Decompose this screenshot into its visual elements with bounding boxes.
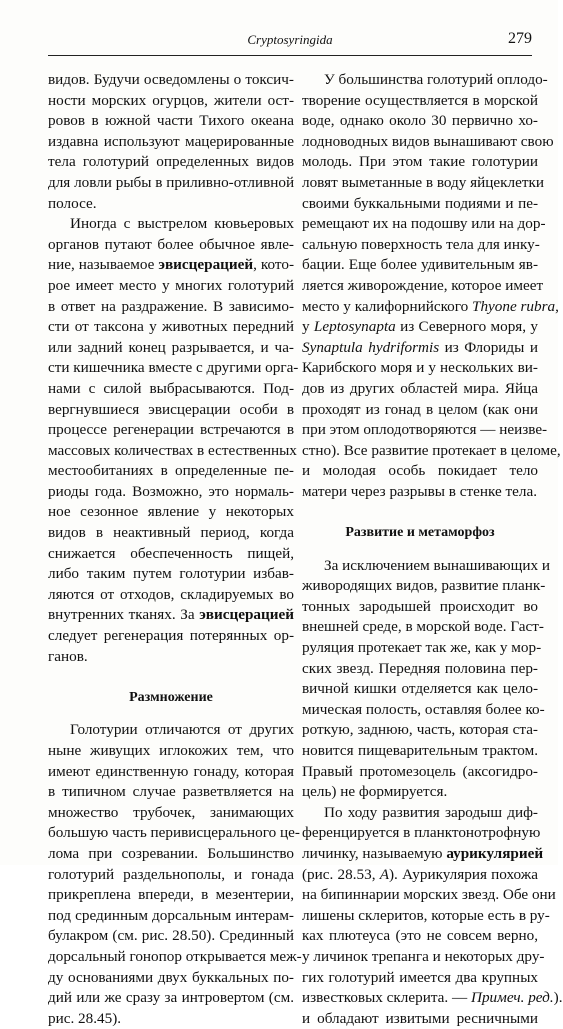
text-line: и молодая особь покидает тело: [302, 462, 538, 480]
text-line: при этом оплодотворяются — неизве-: [302, 421, 548, 439]
text-line: (рис. 28.53, А). Аурикулярия похожа: [302, 865, 538, 883]
text-line: видов. Будучи осведомлены о токсич-: [48, 71, 294, 88]
section-gap: [48, 667, 294, 688]
text-line: лодноводных видов вынашивают свою: [302, 132, 554, 150]
text-line: органов путают более обычное явле-: [48, 235, 294, 253]
text-line: рис. 28.45).: [48, 1009, 122, 1027]
text-line: следует регенерация потерянных ор-: [48, 627, 294, 645]
text-line: тонных зародышей происходит во: [302, 597, 538, 615]
text-line: ду основаниями двух буккальных по-: [48, 968, 294, 986]
text-line: известковых склерита. — Примеч. ред.).: [302, 989, 563, 1007]
text-line-with-species: Synaptula hydriformis из Флориды и: [302, 338, 538, 356]
text-line: бации. Еще более удивительным яв-: [302, 256, 538, 274]
text-line: стно). Все развитие протекает в целоме,: [302, 441, 561, 459]
text-line: ности морских огурцов, жители ост-: [48, 91, 294, 109]
text-line: ляются от отходов, складируемых во: [48, 585, 294, 603]
text-line: голотурий раздельнополы, и гонада: [48, 865, 294, 883]
text-line: тела голотурий определенных видов: [48, 153, 294, 171]
text-line: сальную поверхность тела для инку-: [302, 235, 540, 253]
text-line: большую часть перивисцерального це-: [48, 824, 300, 842]
text-line: сти кишечника вместе с другими орга-: [48, 359, 299, 377]
text-line: лома при созревании. Большинство: [48, 844, 294, 862]
text-line: дорсальный гонопор открывается меж-: [48, 947, 302, 965]
text-line: ровов в южной части Тихого океана: [48, 112, 294, 130]
text-line: видов в неактивный период, когда: [48, 524, 294, 542]
text-line: на бипиннарии морских звезд. Обе они: [302, 886, 556, 904]
text-line: цель) не формируется.: [302, 783, 448, 801]
left-column: [48, 70, 302, 1029]
text-line: издавна используют мацерированные: [48, 132, 294, 150]
text-line: процессе регенерации встречаются в: [48, 421, 294, 439]
text-line: ремещают их на подошву или на дор-: [302, 215, 546, 233]
text-line: прикреплена впереди, в мезентерии,: [48, 886, 294, 904]
text-line: ганов.: [48, 647, 88, 665]
text-line: лишены склеритов, которые есть в ру-: [302, 906, 550, 924]
text-line: роткую, заднюю, часть, которая ста-: [302, 721, 538, 739]
text-line: своими буккальными подиями и пе-: [302, 194, 538, 212]
text-line: молодь. При этом такие голотурии: [302, 153, 538, 171]
text-line: и обладают извитыми ресничными: [302, 1009, 538, 1027]
text-line: воде, однако около 30 первично хо-: [302, 112, 538, 130]
running-title: Cryptosyringida: [247, 32, 333, 47]
text-line: ныне живущих иглокожих тем, что: [48, 742, 294, 759]
text-line: руляция протекает так же, как у мор-: [302, 639, 542, 657]
text-line: новится пищеварительным трактом.: [302, 742, 538, 759]
text-line: дов из других областей мира. Яйца: [302, 379, 538, 397]
text-line: ференцируется в планктонотрофную: [302, 824, 541, 842]
text-line: творение осуществляется в морской: [302, 91, 538, 109]
text-line-with-term: [48, 255, 294, 276]
text-line: Правый протомезоцель (аксогидро-: [302, 762, 538, 780]
text-line-with-term: личинку, называемую аурикулярией: [302, 844, 544, 862]
text-line: проходят из гонад в целом (как они: [302, 400, 538, 418]
text-line: Голотурии отличаются от других: [70, 721, 294, 739]
text-line: За исключением вынашивающих и: [324, 556, 550, 574]
text-line: в ответ на раздражение. В зависимо-: [48, 297, 294, 315]
text-line: имеют единственную гонаду, которая: [48, 762, 294, 780]
text-line: массовых количествах в естественных: [48, 441, 297, 459]
text-line: либо таким путем голотурии избав-: [48, 565, 294, 583]
text-line-with-species: у Leptosynapta из Северного моря, у: [302, 318, 538, 336]
section-heading-reproduction: Размножение: [129, 689, 213, 705]
text-line: нами с силой выбрасываются. Под-: [48, 379, 294, 397]
text-line: ляется живорождение, которое имеет: [302, 276, 544, 294]
text-line: внешней среде, в морской воде. Гаст-: [302, 618, 544, 636]
text-line: местообитаниях в определенные пе-: [48, 462, 294, 480]
text-line: ное сезонное явление у некоторых: [48, 503, 294, 521]
text-line: вергнувшиеся эвисцерации особи в: [48, 400, 294, 418]
right-column: [302, 70, 563, 1029]
text-line: полосе.: [48, 194, 97, 212]
section-gap: [302, 502, 538, 523]
text-line: ских звезд. Передняя половина пер-: [302, 659, 538, 677]
text-line: у личинок трепанга и некоторых дру-: [302, 947, 545, 965]
text-line: снижается обеспеченность пищей,: [48, 544, 294, 562]
text-line: гих голотурий имеется два крупных: [302, 968, 538, 986]
text-line: ловят выметанные в воду яйцеклетки: [302, 173, 544, 191]
text-line: для ловли рыбы в приливно-отливной: [48, 173, 295, 191]
text-line: дий или же сразу за интровертом (см.: [48, 989, 294, 1007]
text-line: Иногда с выстрелом кювьеровых: [70, 215, 294, 233]
text-line: или задний конец разрывается, и ча-: [48, 338, 294, 356]
running-header: [48, 28, 532, 52]
text-line: живородящих видов, развитие планк-: [302, 577, 546, 595]
header-rule: [48, 55, 532, 56]
text-line: сти от таксона у животных передний: [48, 318, 294, 336]
text-line: мическая полость, оставляя более ко-: [302, 700, 545, 718]
text-line: Карибского моря и у нескольких ви-: [302, 359, 538, 377]
text-line: По ходу развития зародыш диф-: [324, 803, 538, 821]
text-line: вичной кишки отделяется как цело-: [302, 680, 538, 698]
page-number: 279: [508, 30, 532, 47]
text-line-with-species: место у калифорнийского Thyone rubra,: [302, 297, 559, 315]
text-line: рое имеет место у многих голотурий: [48, 276, 294, 294]
term-eviscer: ние, называемое эвисцерацией, кото-: [48, 256, 294, 274]
text-line: множество трубочек, занимающих: [48, 803, 294, 821]
text-line: матери через разрывы в стенке тела.: [302, 482, 537, 500]
section-gap: [302, 544, 538, 556]
text-line: в типичном случае разветвляется на: [48, 783, 294, 801]
text-line: под срединным дорсальным интерам-: [48, 906, 294, 924]
section-heading-development: Развитие и метаморфоз: [345, 525, 495, 541]
text-line: булакром (см. рис. 28.50). Срединный: [48, 927, 294, 945]
text-line: риоды года. Возможно, это нормаль-: [48, 482, 294, 500]
text-line: внутренних тканях. За эвисцерацией: [48, 606, 294, 624]
text-line: ках плютеуса (это не совсем верно,: [302, 927, 538, 945]
section-gap: [48, 708, 294, 720]
text-line: У большинства голотурий оплодо-: [324, 71, 548, 88]
